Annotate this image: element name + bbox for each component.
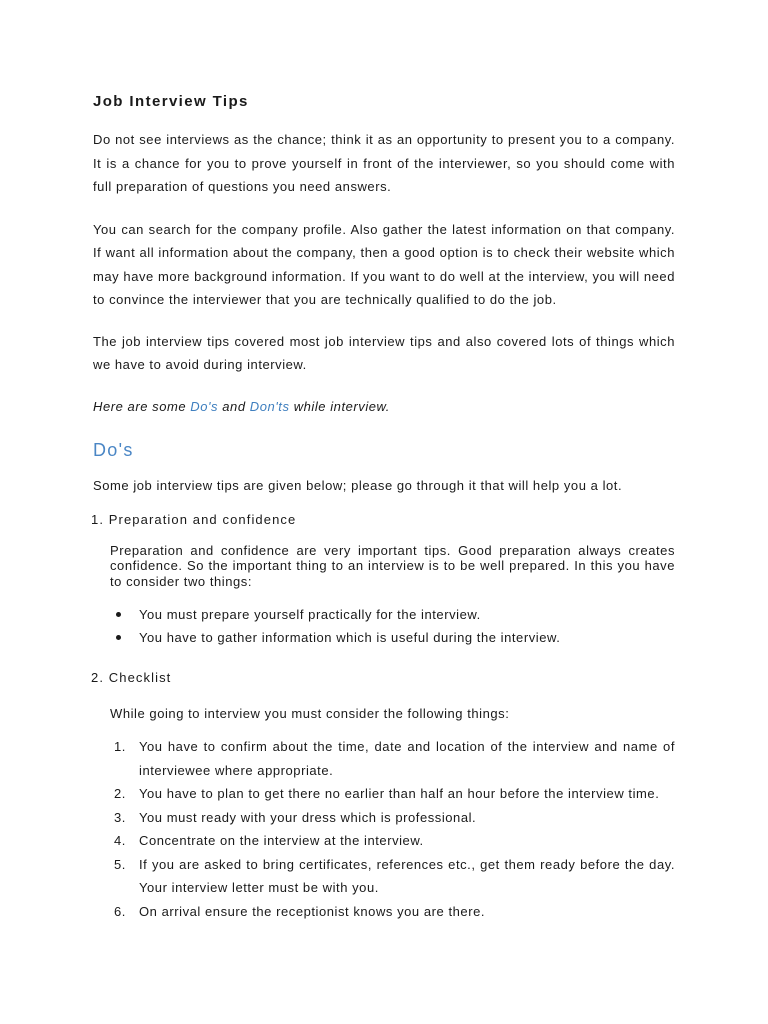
bullet-dot-icon: [116, 635, 121, 640]
list-item-text: You must ready with your dress which is professional.: [139, 809, 477, 825]
list-item: [114, 626, 675, 649]
dos-donts-intro: [93, 395, 675, 418]
intro-prefix: Here are some: [93, 398, 191, 414]
section-body-checklist: While going to interview you must consider the following things:: [110, 706, 510, 721]
dos-intro: Some job interview tips are given below; please go through it that will help you a lot.: [93, 477, 623, 493]
document-body: [93, 90, 675, 923]
list-item-text: On arrival ensure the receptionist knows you are there.: [139, 903, 486, 919]
list-item-number: 2.: [114, 786, 126, 801]
list-item: [114, 782, 675, 806]
list-item-number: 6.: [114, 903, 126, 919]
list-item: [114, 829, 675, 853]
list-item-text: You have to confirm about the time, date and location of the interview and name of interviewee where appropriate.: [139, 739, 675, 778]
checklist-numbered-list: [93, 735, 675, 923]
section-checklist: [93, 667, 675, 923]
dos-heading: Do's: [93, 439, 134, 460]
bullet-dot-icon: [116, 612, 121, 617]
intro-suffix: while interview.: [289, 398, 390, 414]
paragraph-intro: Do not see interviews as the chance; think it as an opportunity to present you to a company. It is a chance for you to prove yourself in front of the interviewer, so you should come with full preparation of questions you need answers.: [93, 132, 675, 194]
section-title-checklist: 2. Checklist: [91, 670, 172, 685]
list-item-number: 4.: [114, 833, 126, 848]
list-item-number: 3.: [114, 809, 126, 825]
preparation-bullet-list: [93, 603, 675, 649]
list-item: [114, 853, 675, 900]
section-body-preparation: Preparation and confidence are very important tips. Good preparation always creates confidence. So the important thing to an interview is to be well prepared. In this you have to consider two things:: [110, 542, 675, 589]
list-item-text: You have to plan to get there no earlier than half an hour before the interview time.: [139, 786, 660, 801]
dos-link[interactable]: Do's: [190, 398, 219, 414]
section-title-preparation: 1. Preparation and confidence: [91, 511, 297, 527]
paragraph-research: You can search for the company profile. Also gather the latest information on that company. If want all information about the company, then a good option is to check their website which may have more background information. If you want to do well at the interview, you will need to convince the interviewer that you are technically qualified to do the job.: [93, 221, 675, 307]
list-item: [114, 603, 675, 626]
intro-middle: and: [218, 398, 250, 414]
list-item-text: Concentrate on the interview at the interview.: [139, 833, 424, 848]
list-item: [114, 735, 675, 782]
section-preparation: [93, 509, 675, 650]
list-item-number: 5.: [114, 856, 126, 872]
paragraph-summary: The job interview tips covered most job interview tips and also covered lots of things which we have to avoid during interview.: [93, 333, 675, 372]
donts-link[interactable]: Don'ts: [249, 398, 290, 414]
list-item-text: You must prepare yourself practically for the interview.: [139, 607, 481, 622]
list-item-number: 1.: [114, 739, 126, 754]
list-item: [114, 806, 675, 830]
list-item-text: If you are asked to bring certificates, references etc., get them ready before the day. Your interview letter must be with you.: [139, 856, 675, 895]
document-title: Job Interview Tips: [93, 93, 249, 110]
list-item: [114, 900, 675, 924]
list-item-text: You have to gather information which is useful during the interview.: [139, 630, 561, 645]
